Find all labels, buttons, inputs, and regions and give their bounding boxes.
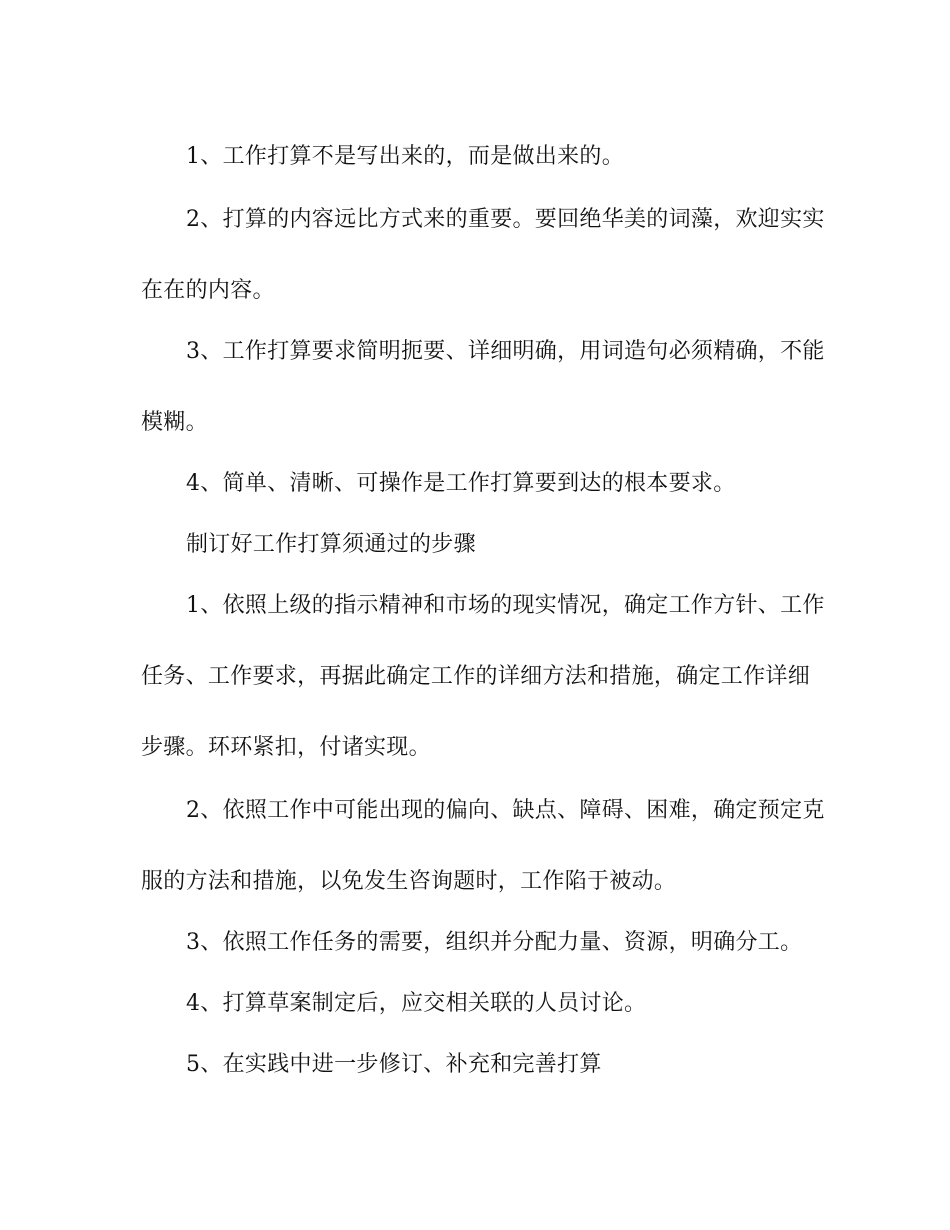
step-3-line-1: 3、依照工作任务的需要，组织并分配力量、资源，明确分工。 xyxy=(186,930,803,955)
step-1-line-1: 1、依照上级的指示精神和市场的现实情况，确定工作方针、工作 xyxy=(186,593,825,618)
point-4-line-1: 4、简单、清晰、可操作是工作打算要到达的根本要求。 xyxy=(186,471,736,496)
point-3-line-2: 模糊。 xyxy=(141,410,208,435)
step-1-line-3: 步骤。环环紧扣，付诸实现。 xyxy=(141,735,431,760)
step-2-line-1: 2、依照工作中可能出现的偏向、缺点、障碍、困难，确定预定克 xyxy=(186,798,825,823)
step-2-line-2: 服的方法和措施，以免发生咨询题时，工作陷于被动。 xyxy=(141,869,677,894)
step-1-line-2: 任务、工作要求，再据此确定工作的详细方法和措施，确定工作详细 xyxy=(141,664,811,689)
section-heading: 制订好工作打算须通过的步骤 xyxy=(186,532,476,557)
step-4-line-1: 4、打算草案制定后，应交相关联的人员讨论。 xyxy=(186,991,647,1016)
point-3-line-1: 3、工作打算要求简明扼要、详细明确，用词造句必须精确，不能 xyxy=(186,339,825,364)
point-2-line-2: 在在的内容。 xyxy=(141,278,275,303)
step-5-line-1: 5、在实践中进一步修订、补充和完善打算 xyxy=(186,1052,602,1077)
point-1-line-1: 1、工作打算不是写出来的，而是做出来的。 xyxy=(186,144,624,169)
point-2-line-1: 2、打算的内容远比方式来的重要。要回绝华美的词藻，欢迎实实 xyxy=(186,207,825,232)
